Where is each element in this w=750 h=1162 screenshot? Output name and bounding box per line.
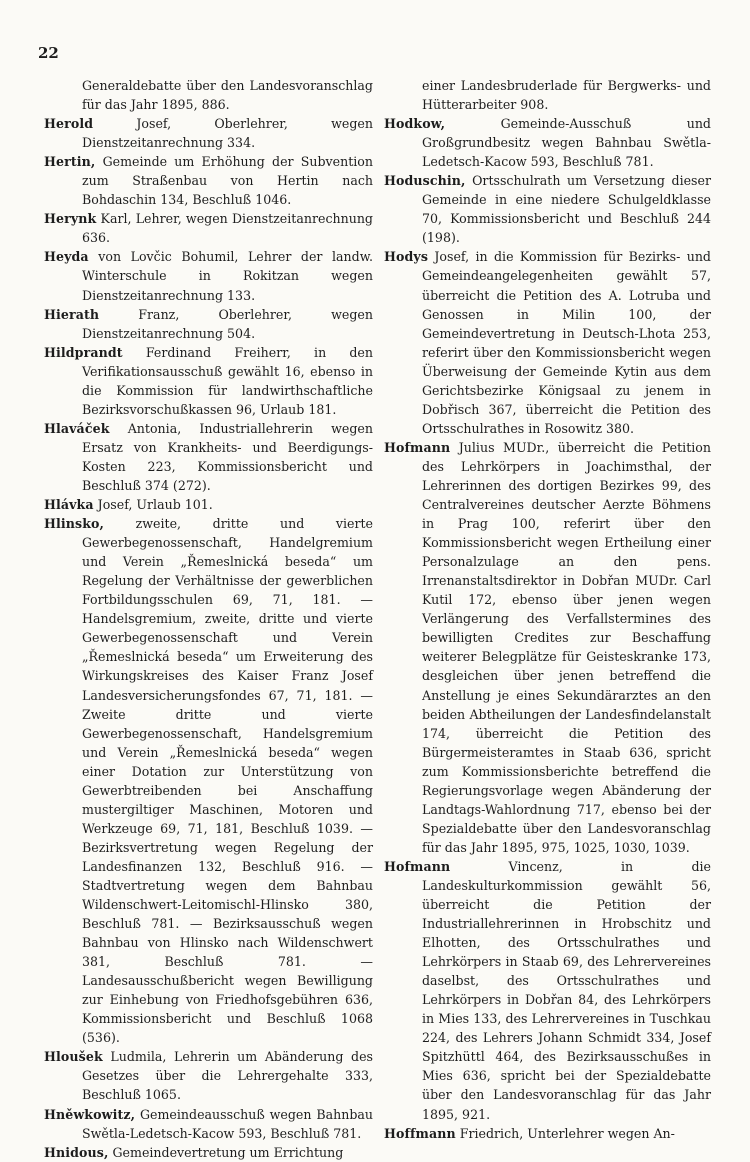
index-entry — [44, 247, 373, 304]
index-entry — [44, 1105, 373, 1143]
entry-text: einer Landesbruderlade für Bergwerks- und Hütterarbeiter 908. — [422, 78, 711, 113]
entry-text: Gemeindeausschuß wegen Bahnbau Swětla-Ledetsch-Kacow 593, Beschluß 781. — [82, 1106, 373, 1141]
index-entry — [384, 1124, 711, 1143]
index-entry — [384, 438, 711, 857]
entry-heading: Hněwkowitz, — [44, 1106, 136, 1122]
entry-heading: Hlinsko, — [44, 516, 105, 532]
entry-heading: Hildprandt — [44, 344, 123, 360]
index-entry — [44, 152, 373, 209]
entry-heading: Heyda — [44, 249, 89, 265]
index-entry — [44, 209, 373, 247]
index-entry — [384, 857, 711, 1124]
entry-text: Antonia, Industriallehrerin wegen Ersatz von Krankheits- und Beerdigungs-Kosten 223, Kommissionsbericht und Beschluß 374 (272). — [82, 420, 373, 493]
entry-text: Gemeindevertretung um Errichtung — [108, 1144, 344, 1160]
index-entry — [44, 419, 373, 495]
entry-text: Generaldebatte über den Landesvoranschlag für das Jahr 1895, 886. — [82, 78, 373, 113]
index-entry — [44, 343, 373, 419]
entry-text: Ortsschulrath um Versetzung dieser Gemeinde in eine niedere Schulgeldklasse 70, Kommissionsbericht und Beschluß 244 (198). — [422, 173, 711, 246]
entry-heading: Hoffmann — [384, 1125, 456, 1141]
entry-text: Vincenz, in die Landeskulturkommission gewählt 56, überreicht die Petition der Industriallehrerinnen in Hrobschitz und Elhotten, des Ortsschulrathes und Lehrkörpers in Staab 69, des Lehrervereines daselbst, des Ortsschulrathes und Lehrkörpers in Dobřan 84, des Lehrkörpers in Mies 133, des Lehrervereines in Tuschkau 224, des Lehrers Johann Schmidt 334, Josef Spitzhüttl 464, des Bezirksausschußes in Mies 636, spricht bei der Spezialdebatte über den Landesvoranschlag für das Jahr 1895, 921. — [422, 858, 711, 1122]
entry-heading: Hlaváček — [44, 420, 110, 436]
index-entry — [44, 114, 373, 152]
index-entry — [44, 495, 373, 514]
entry-text: von Lovčic Bohumil, Lehrer der landw. Winterschule in Rokitzan wegen Dienstzeitanrechnung 133. — [82, 249, 373, 303]
column-divider — [378, 76, 379, 1066]
entry-text: Josef, in die Kommission für Bezirks- und Gemeindeangelegenheiten gewählt 57, überreicht die Petition des A. Lotruba und Genossen in Milin 100, der Gemeindevertretung in Deutsch-Lhota 253, referirt über den Kommissionsbericht wegen Überweisung der Gemeinde Kytin aus dem Gerichtsbezirke Königsaal zu jenem in Dobřisch 367, überreicht die Petition des Ortsschulrathes in Rosowitz 380. — [422, 249, 711, 436]
entry-heading: Hlávka — [44, 497, 94, 513]
entry-heading: Hofmann — [384, 439, 451, 455]
left-column — [44, 76, 373, 1162]
index-entry — [44, 76, 373, 114]
entry-heading: Hierath — [44, 306, 100, 322]
entry-text: Julius MUDr., überreicht die Petition des Lehrkörpers in Joachimsthal, der Lehrerinnen des dortigen Bezirkes 99, des Centralvereines deutscher Aerzte Böhmens in Prag 100, referirt über den Kommissionsbericht wegen Ertheilung einer Personalzulage an den pens. Irrenanstaltsdirektor in Dobřan MUDr. Carl Kutil 172, ebenso über jenen wegen Verlängerung des Verfallstermines des bewilligten Credites zur Beschaffung weiterer Belegplätze für Geisteskranke 173, desgleichen über jenen betreffend die Anstellung je eines Sekundärarztes an den beiden Abtheilungen der Landesfindelanstalt 174, überreicht die Petition des Bürgermeisteramtes in Staab 636, spricht zum Kommissionsberichte betreffend die Regierungsvorlage wegen Abänderung der Landtags-Wahlordnung 717, ebenso bei der Spezialdebatte über den Landesvoranschlag für das Jahr 1895, 975, 1025, 1030, 1039. — [422, 439, 711, 855]
entry-heading: Hodys — [384, 249, 429, 265]
index-entry — [384, 247, 711, 437]
index-entry — [44, 305, 373, 343]
entry-heading: Herold — [44, 116, 94, 132]
entry-text: zweite, dritte und vierte Gewerbegenossenschaft, Handelgremium und Verein „Řemeslnická beseda“ um Regelung der Verhältnisse der gewerblichen Fortbildungsschulen 69, 71, 181. — Handelsgremium, zweite, dritte und vierte Gewerbegenossenschaft und Verein „Řemeslnická beseda“ um Erweiterung des Wirkungskreises des Kaiser Franz Josef Landesversicherungsfondes 67, 71, 181. — Zweite dritte und vierte Gewerbegenossenschaft, Handelsgremium und Verein „Řemeslnická beseda“ wegen einer Dotation zur Unterstützung von Gewerbtreibenden bei Anschaffung mustergiltiger Maschinen, Motoren und Werkzeuge 69, 71, 181, Beschluß 1039. — Bezirksvertretung wegen Regelung der Landesfinanzen 132, Beschluß 916. — Stadtvertretung wegen dem Bahnbau Wildenschwert-Leitomischl-Hlinsko 380, Beschluß 781. — Bezirksausschuß wegen Bahnbau von Hlinsko nach Wildenschwert 381, Beschluß 781. — Landesausschußbericht wegen Bewilligung zur Einhebung von Friedhofsgebühren 636, Kommissionsbericht und Beschluß 1068 (536). — [82, 516, 373, 1046]
entry-text: Friedrich, Unterlehrer wegen An- — [455, 1125, 675, 1141]
index-entry — [384, 114, 711, 171]
right-column — [384, 76, 711, 1143]
page-number: 22 — [38, 44, 59, 62]
index-entry — [44, 514, 373, 1047]
entry-heading: Herynk — [44, 211, 97, 227]
entry-text: Ludmila, Lehrerin um Abänderung des Gesetzes über die Lehrergehalte 333, Beschluß 1065. — [82, 1049, 373, 1103]
entry-text: Gemeinde-Ausschuß und Großgrundbesitz wegen Bahnbau Swětla-Ledetsch-Kacow 593, Beschluß 781. — [422, 116, 711, 170]
entry-text: Ferdinand Freiherr, in den Verifikationsausschuß gewählt 16, ebenso in die Kommission für landwirthschaftliche Bezirksvorschußkassen 96, Urlaub 181. — [82, 344, 373, 417]
index-entry — [44, 1143, 373, 1162]
entry-heading: Hertin, — [44, 154, 96, 170]
entry-text: Josef, Urlaub 101. — [93, 497, 213, 513]
entry-heading: Hodkow, — [384, 116, 446, 132]
entry-heading: Hoduschin, — [384, 173, 466, 189]
entry-heading: Hnidous, — [44, 1144, 109, 1160]
index-entry — [384, 171, 711, 247]
entry-heading: Hofmann — [384, 858, 451, 874]
index-entry — [44, 1047, 373, 1104]
entry-text: Gemeinde um Erhöhung der Subvention zum Straßenbau von Hertin nach Bohdaschin 134, Beschluß 1046. — [82, 154, 373, 208]
entry-text: Franz, Oberlehrer, wegen Dienstzeitanrechnung 504. — [82, 306, 373, 341]
entry-text: Karl, Lehrer, wegen Dienstzeitanrechnung 636. — [82, 211, 373, 246]
index-entry — [384, 76, 711, 114]
entry-text: Josef, Oberlehrer, wegen Dienstzeitanrechnung 334. — [82, 116, 373, 151]
entry-heading: Hloušek — [44, 1049, 103, 1065]
